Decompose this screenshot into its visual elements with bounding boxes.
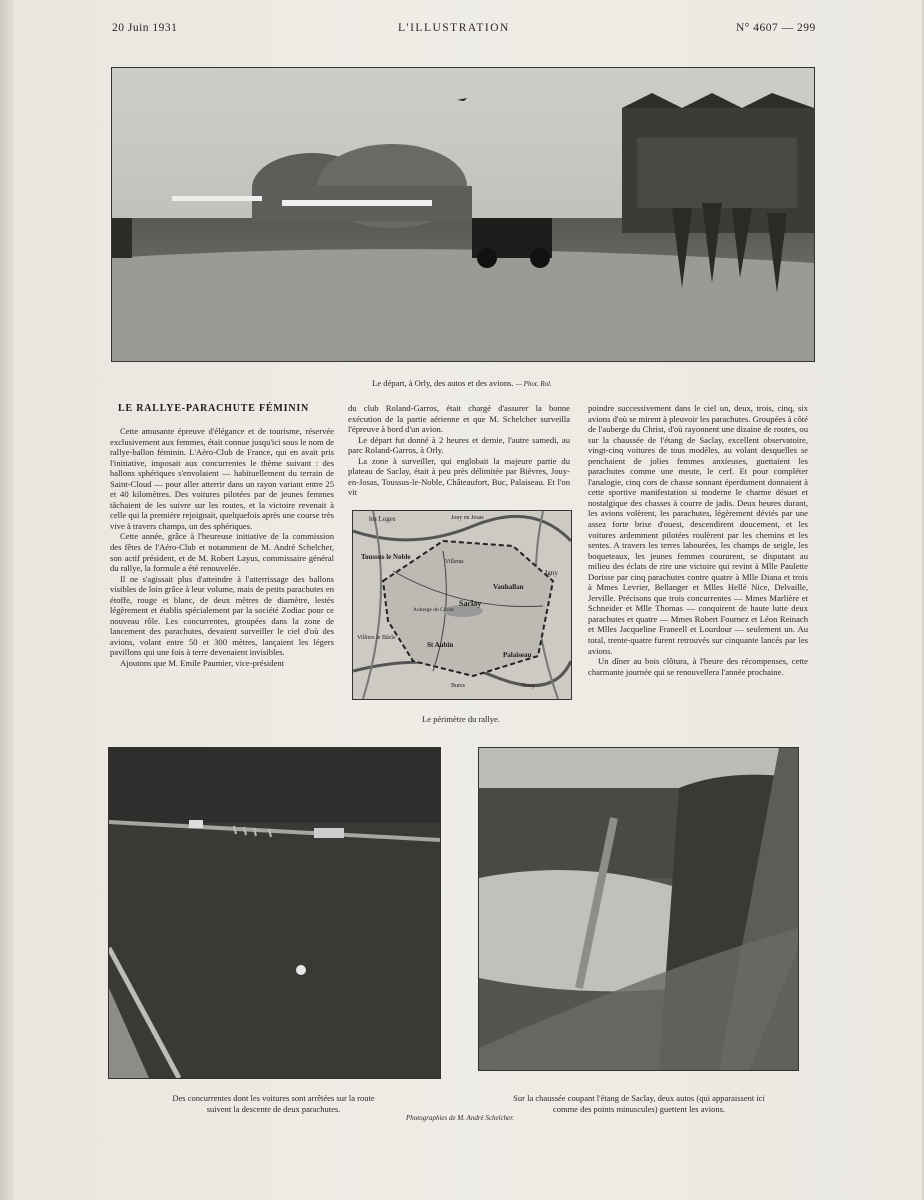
map-label: Auberge du Christ	[413, 607, 454, 613]
paragraph: Le départ fut donné à 2 heures et demie, l'autre samedi, au parc Roland-Garros, à Orly.	[348, 434, 570, 456]
caption-line: Des concurrentes dont les voitures sont arrêtées sur la route	[172, 1093, 375, 1103]
article-column-3	[588, 403, 808, 677]
article-column-2	[348, 403, 570, 498]
photo-credit: Photographies de M. André Schelcher.	[406, 1114, 514, 1122]
map-label: Toussus le Noble	[361, 553, 411, 561]
map-label: Jouy en Josas	[451, 515, 484, 521]
paragraph: poindre successivement dans le ciel un, deux, trois, cinq, six avions d'où se mirent à pleuvoir les parachutes. Groupées à côté de l'auberge du Christ, d'où rayonnent une dizaine de routes, ou sur la chaussée de l'étang de Saclay, excellent observatoire, vingt-cinq voitures de tous modèles, au volant desquelles se penchaient de jolies femmes anxieuses, guettaient les parachutes comme une meute, le cerf. Et pour compléter l'analogie, cinq cors de chasse sonnant éperdument donnaient à cette sportive manifestation si moderne le charme désuet et nostalgique des chasses à courre de jadis. Deux heures durant, les avions volèrent, les parachutes, légèrement déviés par une assez forte brise d'ouest, descendirent doucement, et les voitures ardemment pilotées roulèrent par les chemins et les sentes. A travers les terres labourées, les champs de seigle, les boqueteaux, les jeunes femmes coururent, se disputant au milieu des éclats de rire une victoire qui revint à Mlle Paulette Dorisse par cinq parachutes contre quatre à Mlle Diana et trois à Mmes Levrier, Bellanger et Mlles Hellé Nice, Delvaille, Jerville. Précisons que trois concurrentes — Mmes Marlière et Schneider et Mlle Thomas — conquirent de haute lutte deux parachutes et quatre — Mmes Robert Fournez et Léon Reinach et Mlles Jacqueline Franeell et Lourdour — seulement un. Au total, trente-quatre furent retrouvés sur cinquante lancés par les avions.	[588, 403, 808, 656]
top-photo-caption: Le départ, à Orly, des autos et des avions.	[372, 378, 514, 388]
bottom-right-caption	[474, 1093, 804, 1115]
header-date: 20 Juin 1931	[112, 22, 178, 34]
bottom-left-photo	[108, 747, 441, 1079]
header-issue: N° 4607 — 299	[736, 22, 816, 34]
map-caption: Le périmètre du rallye.	[422, 714, 500, 724]
map-label: Villiers le Bâcle	[357, 635, 396, 641]
bottom-left-caption	[108, 1093, 439, 1115]
bottom-right-photo	[478, 747, 799, 1071]
header-journal: L'ILLUSTRATION	[398, 22, 510, 34]
map-label: Vauhallan	[493, 583, 524, 591]
map-label: Orsay	[521, 683, 536, 689]
page-edge	[0, 0, 14, 1200]
map-label: Saclay	[459, 599, 482, 608]
article-title: LE RALLYE-PARACHUTE FÉMININ	[118, 403, 310, 414]
map-label: Palaiseau	[503, 651, 532, 659]
caption-line: suivent la descente de deux parachutes.	[206, 1104, 341, 1114]
map-label: St Aubin	[427, 641, 454, 649]
rally-map	[352, 510, 572, 700]
caption-line: Sur la chaussée coupant l'étang de Saclay, deux autos (qui apparaissent ici	[513, 1093, 765, 1103]
paragraph: du club Roland-Garros, était chargé d'assurer la bonne exécution de la partie aérienne et que M. Schelcher surveilla l'épreuve à bord d'un avion.	[348, 403, 570, 435]
paragraph: Ajoutons que M. Emile Paumier, vice-président	[120, 658, 285, 669]
caption-line: comme des points minuscules) guettent les avions.	[552, 1104, 726, 1114]
paragraph: Cette année, grâce à l'heureuse initiative de la commission des fêtes de l'Aéro-Club et notamment de M. André Schelcher, son actif président, et de M. Robert Layus, commissaire général du rallye, la formule a été renouvelée.	[110, 531, 334, 574]
paragraph: Un dîner au bois clôtura, à l'heure des récompenses, cette charmante journée qui se renouvellera l'année prochaine.	[588, 656, 808, 677]
paragraph: Cette amusante épreuve d'élégance et de tourisme, réservée exclusivement aux femmes, était connue jusqu'ici sous le nom de rallye-ballon féminin. L'Aéro-Club de France, qui en avait pris l'initiative, imposait aux concurrentes le thème suivant : des ballons sphériques s'envolaient — habituellement du terrain de Saint-Cloud — pour aller atterrir dans un rayon variant entre 25 et 40 kilomètres. Des voitures pilotées par de jeunes femmes tâchaient de les suivre sur les routes, et la victoire revenait à celle qui la première rejoignait, quelquefois après une course très vive à travers champs, un des sphériques.	[110, 426, 334, 531]
map-label: Bures	[451, 683, 465, 689]
paragraph: Il ne s'agissait plus d'atteindre à l'atterrissage des ballons visibles de loin grâce à leur volume, mais de petits parachutes en étoffe, rouge et blanc, de deux mètres de diamètre, lestés légèrement et établis spécialement par la société Zodiac pour ce nouveau rôle. Les concurrentes, groupées dans la zone de lancement des parachutes, devaient surveiller le ciel d'où des avions, volant entre 50 et 300 mètres, lançaient les légers pavillons qui une fois à terre devenaient invisibles.	[110, 573, 334, 658]
paragraph: La zone à surveiller, qui englobait la majeure partie du plateau de Saclay, était à peu près délimitée par Bièvres, Jouy-en-Josas, Toussus-le-Noble, Châteaufort, Buc, Palaiseau. Et l'on vit	[348, 455, 570, 498]
watermark: todocoleccion	[836, 1178, 918, 1192]
map-label: les Loges	[369, 515, 396, 523]
top-photo-credit: — Phot. Rol.	[515, 380, 552, 388]
top-photo	[111, 67, 815, 362]
map-label: Villeras	[445, 559, 464, 565]
article-column-1	[110, 426, 334, 669]
map-label: Igny	[545, 569, 558, 577]
